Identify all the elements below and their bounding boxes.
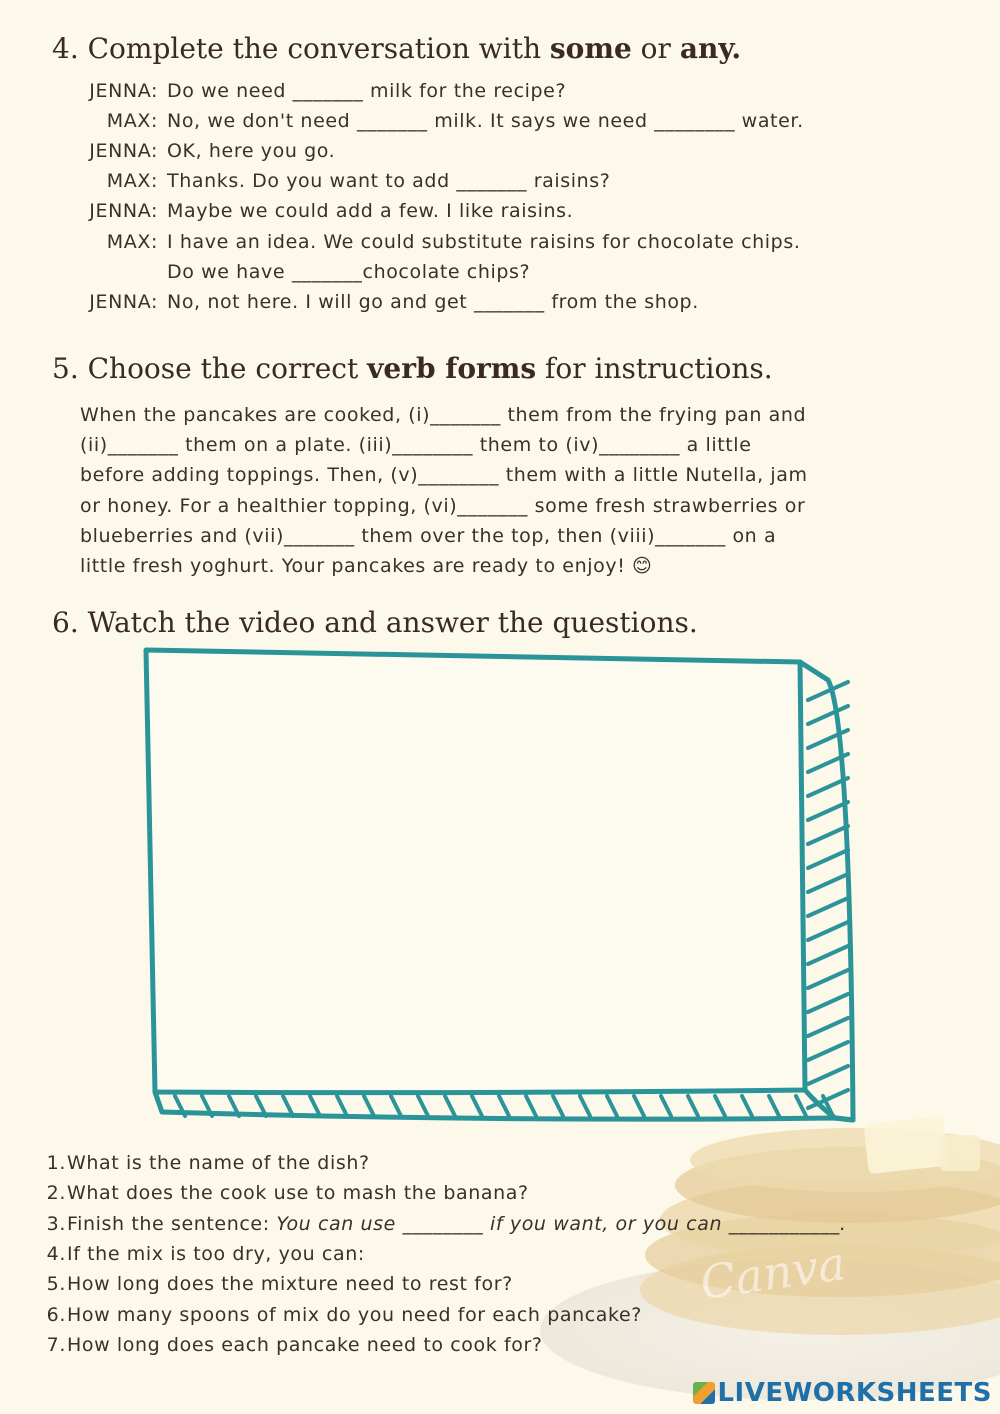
speech-text: Thanks. Do you want to add _______ raisins? bbox=[167, 170, 611, 192]
question-prefix: Finish the sentence: bbox=[67, 1213, 277, 1235]
speaker-label: JENNA: bbox=[89, 80, 158, 102]
heading-text: for instructions. bbox=[536, 352, 773, 385]
liveworksheets-icon bbox=[693, 1382, 715, 1404]
speech-text: I have an idea. We could substitute raisins for chocolate chips. bbox=[167, 231, 801, 253]
question-text: What is the name of the dish? bbox=[67, 1152, 370, 1174]
heading-text: or bbox=[631, 32, 680, 65]
canva-watermark: Canva bbox=[696, 1236, 849, 1310]
speaker-label: MAX: bbox=[106, 231, 158, 253]
question-number: 6. bbox=[46, 1304, 66, 1326]
speech-text: Do we have _______chocolate chips? bbox=[167, 261, 531, 283]
question-number: 2. bbox=[46, 1182, 66, 1204]
speech-text: Do we need _______ milk for the recipe? bbox=[167, 80, 567, 102]
heading-bold-any: any. bbox=[679, 32, 742, 65]
speech-text: Maybe we could add a few. I like raisins. bbox=[167, 200, 574, 222]
question-text: What does the cook use to mash the banana? bbox=[67, 1182, 529, 1204]
speaker-label: MAX: bbox=[106, 110, 158, 132]
liveworksheets-logo bbox=[693, 1378, 992, 1408]
paragraph-line: blueberries and (vii)_______ them over the top, then (viii)_______ on a bbox=[80, 524, 777, 547]
paragraph-line: before adding toppings. Then, (v)________ them with a little Nutella, jam bbox=[80, 464, 808, 487]
speech-text: No, not here. I will go and get _______ from the shop. bbox=[167, 291, 699, 313]
paragraph-line: little fresh yoghurt. Your pancakes are ready to enjoy! 😊 bbox=[80, 555, 653, 578]
question-italic: You can use ________ if you want, or you can ___________. bbox=[276, 1213, 847, 1235]
paragraph-line: or honey. For a healthier topping, (vi)_______ some fresh strawberries or bbox=[80, 494, 806, 517]
question-text: If the mix is too dry, you can: bbox=[67, 1243, 365, 1265]
question-number: 7. bbox=[46, 1334, 66, 1356]
question-number: 3. bbox=[46, 1213, 66, 1235]
heading-text: 5. Choose the correct bbox=[52, 352, 368, 385]
question-number: 4. bbox=[46, 1243, 66, 1265]
heading-bold-verb-forms: verb forms bbox=[367, 352, 537, 385]
speaker-label: MAX: bbox=[106, 170, 158, 192]
question-number: 5. bbox=[46, 1273, 66, 1295]
question-text: How long does each pancake need to cook for? bbox=[67, 1334, 543, 1356]
speech-text: OK, here you go. bbox=[167, 140, 336, 162]
speaker-label: JENNA: bbox=[89, 291, 158, 313]
speech-text: No, we don't need _______ milk. It says we need ________ water. bbox=[167, 110, 804, 132]
question-number: 1. bbox=[46, 1152, 66, 1174]
question-text bbox=[67, 1213, 847, 1235]
paragraph-line: (ii)_______ them on a plate. (iii)________ them to (iv)________ a little bbox=[80, 434, 752, 457]
section-6-heading: 6. Watch the video and answer the questions. bbox=[52, 606, 698, 639]
speaker-label: JENNA: bbox=[89, 140, 158, 162]
question-text: How many spoons of mix do you need for each pancake? bbox=[67, 1304, 642, 1326]
question-text: How long does the mixture need to rest for? bbox=[67, 1273, 513, 1295]
speaker-label: JENNA: bbox=[89, 200, 158, 222]
paragraph-line: When the pancakes are cooked, (i)_______ them from the frying pan and bbox=[80, 404, 807, 426]
heading-bold-some: some bbox=[549, 32, 632, 65]
heading-text: 4. Complete the conversation with bbox=[52, 32, 550, 65]
brand-text: LIVEWORKSHEETS bbox=[717, 1378, 992, 1408]
